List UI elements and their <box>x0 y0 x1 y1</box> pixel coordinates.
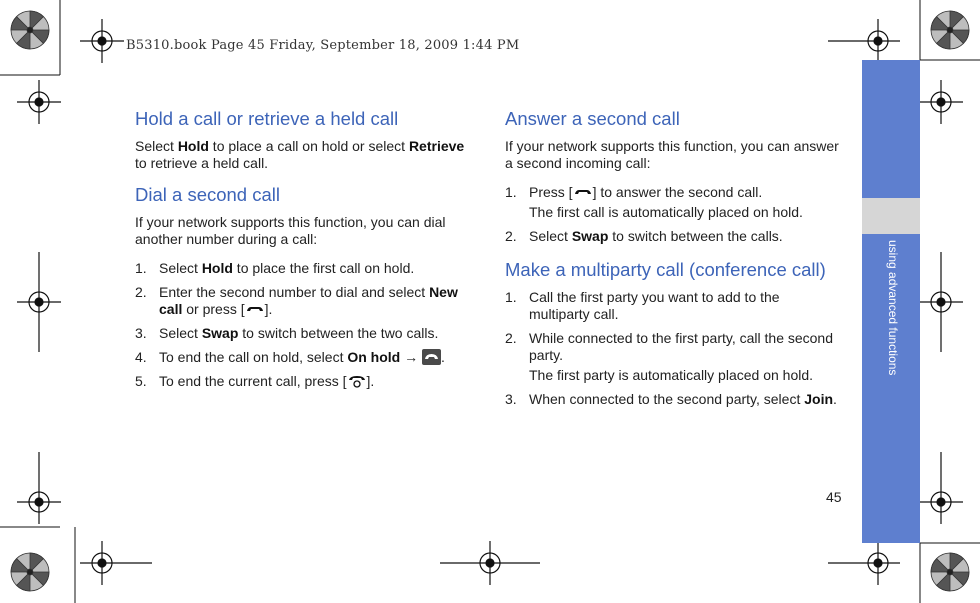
right-column <box>505 108 840 422</box>
heading-multiparty-call: Make a multiparty call (conference call) <box>505 259 826 280</box>
list-item: 5. To end the current call, press [ ]. <box>135 373 375 389</box>
hold-call-text: Select Hold to place a call on hold or select Retrieve to retrieve a held call. <box>135 138 465 171</box>
list-item: 1. Select Hold to place the first call on hold. <box>135 260 415 276</box>
dial-key-icon <box>245 302 265 316</box>
book-header-line: B5310.book Page 45 Friday, September 18, 2009 1:44 PM <box>126 38 520 53</box>
heading-hold-call: Hold a call or retrieve a held call <box>135 108 399 129</box>
multiparty-steps <box>505 289 840 408</box>
list-item: 3. Select Swap to switch between the two calls. <box>135 325 439 341</box>
heading-dial-second-call: Dial a second call <box>135 184 280 205</box>
list-item: 2. Enter the second number to dial and select New call or press [ ]. <box>135 284 458 317</box>
heading-answer-second-call: Answer a second call <box>505 108 680 129</box>
answer-second-intro: If your network supports this function, you can answer a second incoming call: <box>505 138 839 171</box>
section-label: using advanced functions <box>886 240 900 376</box>
list-item: 4. To end the call on hold, select On hold → . <box>135 349 445 365</box>
list-item: 3. When connected to the second party, select Join. <box>505 391 837 407</box>
list-item: 1. Call the first party you want to add to the multiparty call. <box>505 289 780 322</box>
list-item: 1. Press [ ] to answer the second call. The first call is automatically placed on hold. <box>505 184 803 220</box>
dial-key-icon <box>573 185 593 199</box>
dial-second-intro: If your network supports this function, you can dial another number during a call: <box>135 214 446 247</box>
dial-second-steps <box>135 260 475 390</box>
end-key-icon <box>347 374 367 388</box>
end-call-softkey-icon <box>422 349 441 365</box>
sidebar-tab <box>862 198 920 234</box>
list-item: 2. While connected to the first party, call the second party. The first party is automatically placed on hold. <box>505 330 834 383</box>
list-item: 2. Select Swap to switch between the calls. <box>505 228 783 244</box>
answer-second-steps <box>505 184 840 245</box>
page-number: 45 <box>826 489 842 505</box>
left-column <box>135 108 475 404</box>
section-sidebar <box>862 60 920 543</box>
